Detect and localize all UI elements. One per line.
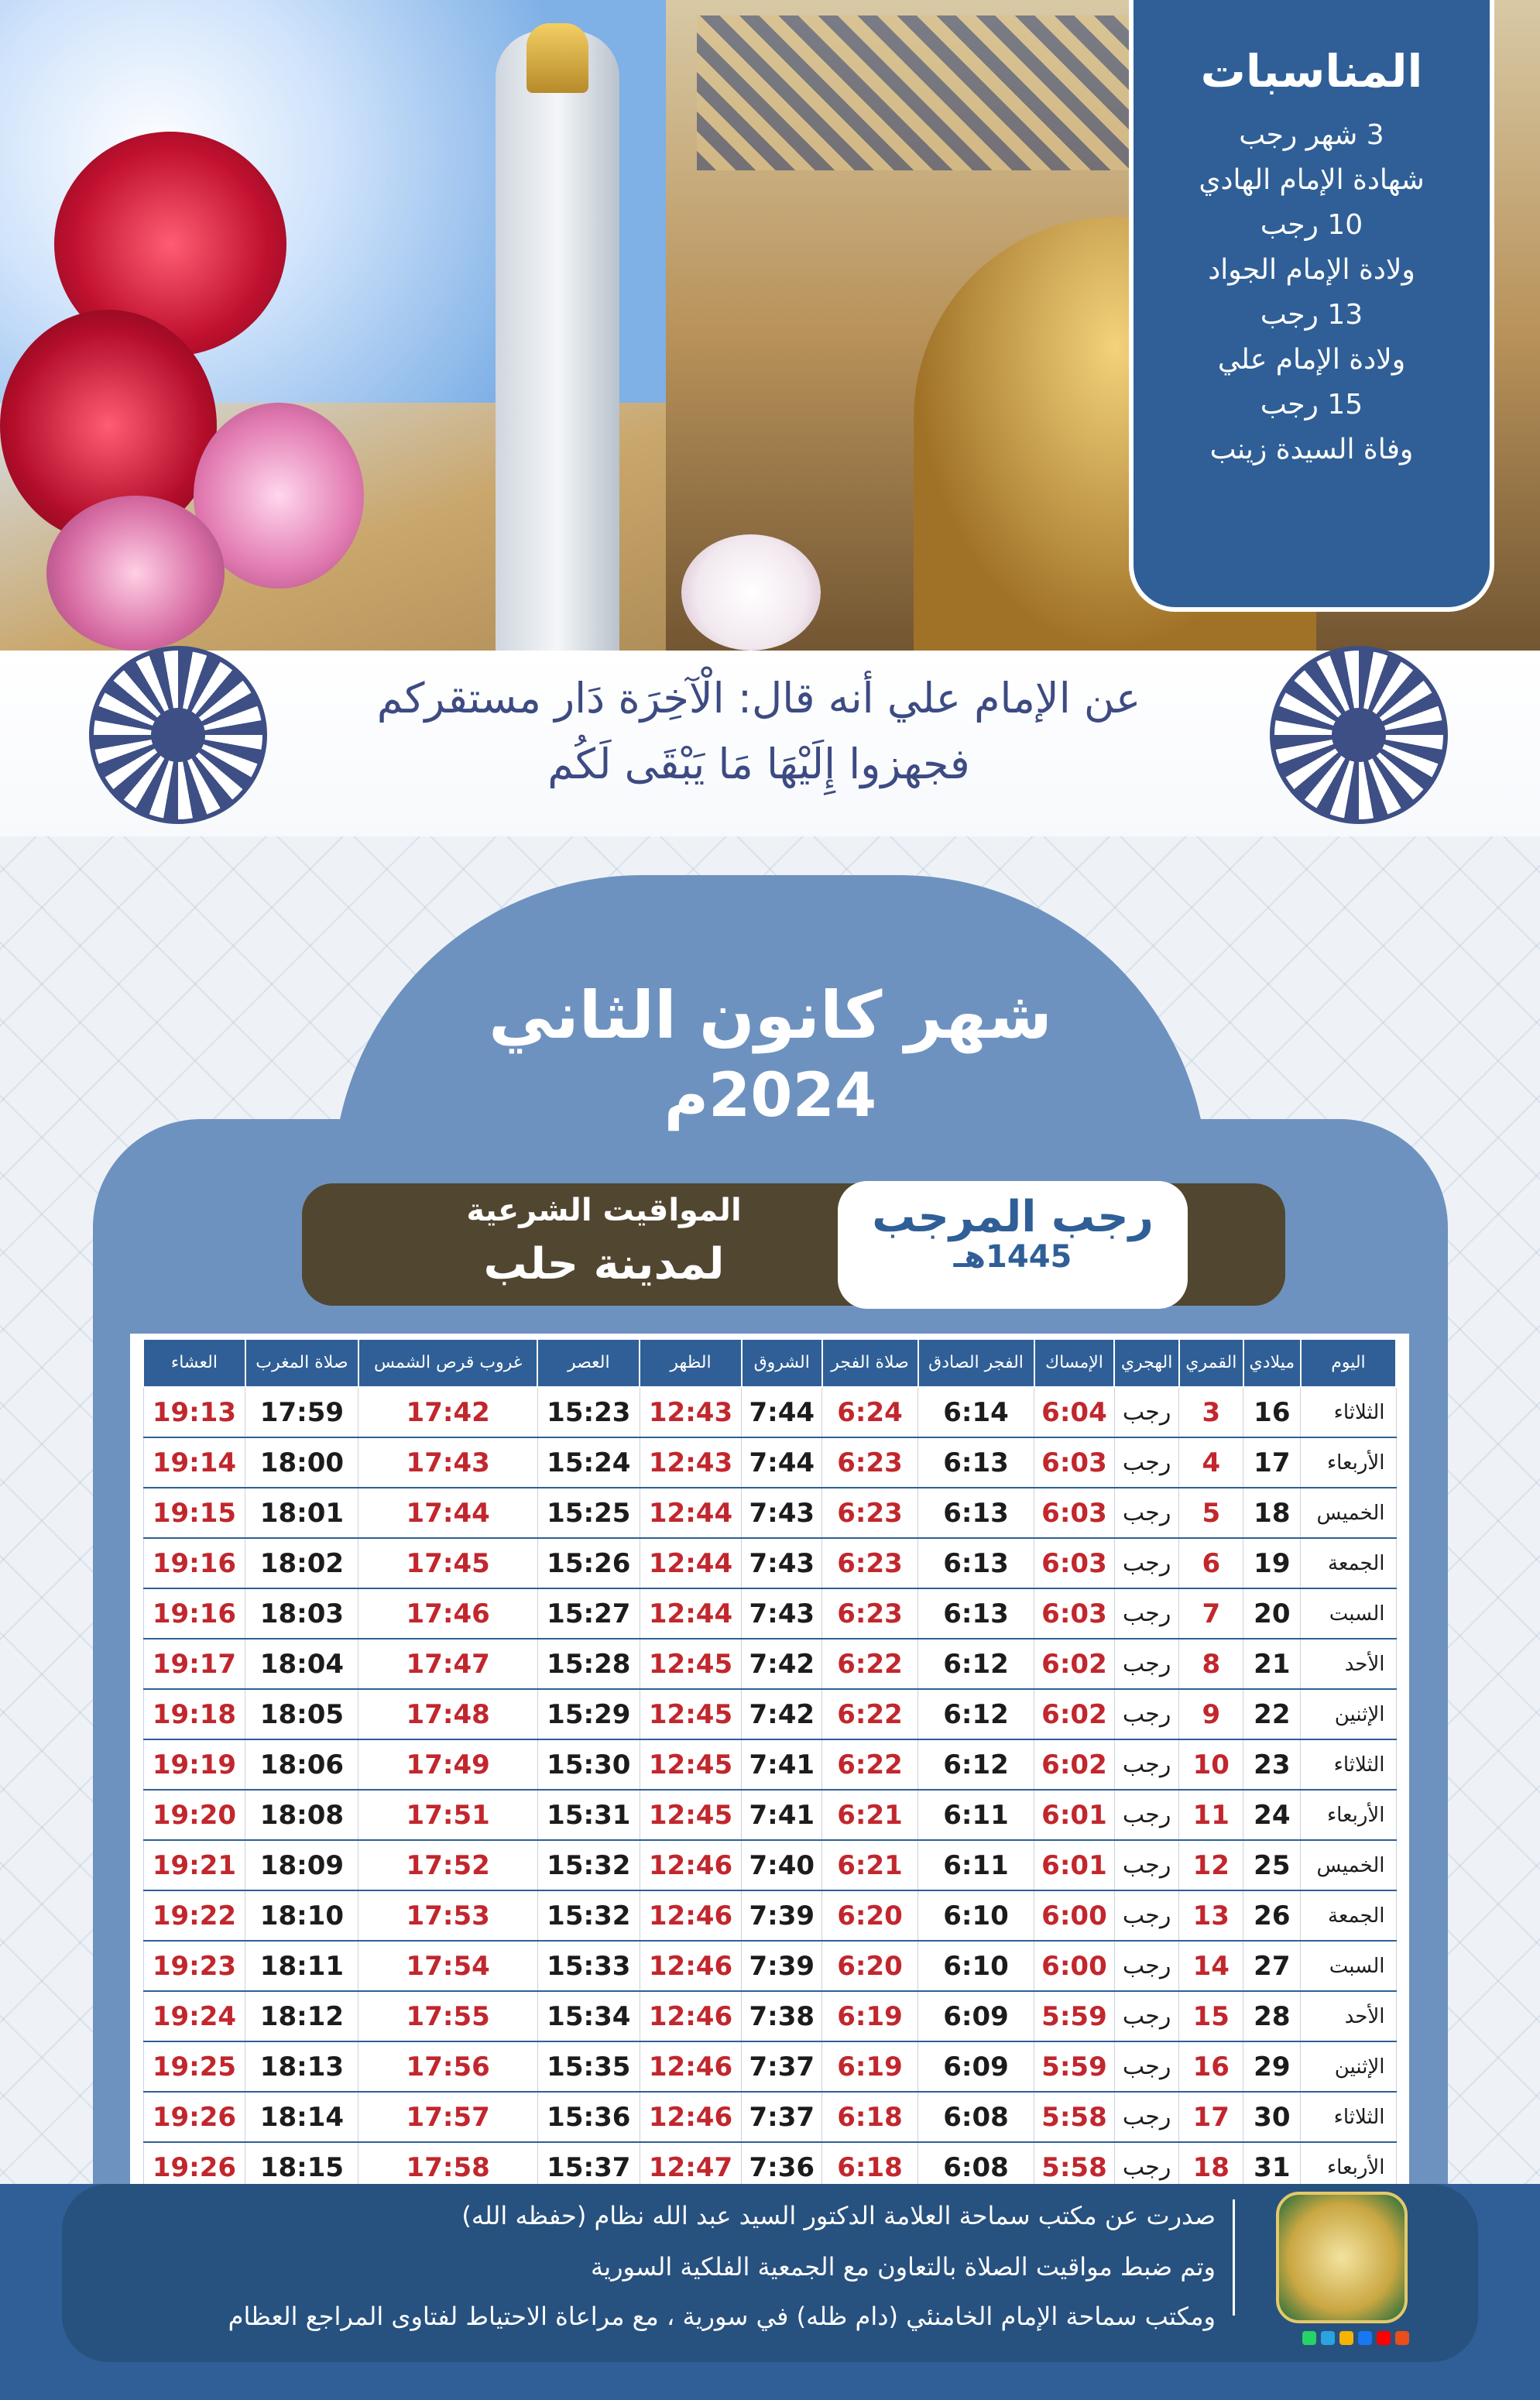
year-title: 2024م [664,1061,877,1131]
table-cell: 7:44 [742,1437,822,1488]
city-name: لمدينة حلب [483,1239,725,1289]
telegram-icon [1321,2331,1335,2345]
table-cell: 7:36 [742,2142,822,2192]
hijri-month: رجب المرجب [872,1192,1154,1242]
table-cell: 29 [1243,2041,1301,2092]
table-cell: 6:18 [822,2092,918,2142]
table-cell: 18:11 [245,1941,358,1991]
table-cell: 12:46 [640,1991,742,2041]
table-cell: 18 [1179,2142,1243,2192]
table-cell: رجب [1114,1639,1179,1689]
table-cell: 16 [1179,2041,1243,2092]
table-cell: 6:09 [918,1991,1034,2041]
table-cell: رجب [1114,1437,1179,1488]
table-row [143,1790,1396,1840]
table-cell: 6:13 [918,1538,1034,1588]
table-cell: 18:04 [245,1639,358,1689]
event-item: وفاة السيدة زينب [1209,434,1414,465]
table-cell: 12:46 [640,2041,742,2092]
table-cell: 16 [1243,1387,1301,1437]
table-row [143,1991,1396,2041]
table-cell: 12:46 [640,1890,742,1941]
table-cell: 6:12 [918,1689,1034,1739]
event-item: شهادة الإمام الهادي [1199,164,1425,196]
table-cell: الأربعاء [1301,2142,1396,2192]
table-cell: رجب [1114,2041,1179,2092]
table-cell: 17:55 [358,1991,537,2041]
table-cell: رجب [1114,1890,1179,1941]
table-cell: 6:04 [1034,1387,1115,1437]
table-cell: الخميس [1301,1840,1396,1890]
table-cell: 18:03 [245,1588,358,1639]
column-header: صلاة المغرب [245,1339,358,1387]
table-row [143,1538,1396,1588]
event-item: 13 رجب [1260,299,1363,331]
table-cell: 7:41 [742,1739,822,1790]
table-cell: 6:02 [1034,1639,1115,1689]
office-logo [1276,2192,1408,2323]
table-row [143,1890,1396,1941]
table-cell: 12:46 [640,1840,742,1890]
table-cell: 19:22 [143,1890,245,1941]
table-row [143,1588,1396,1639]
table-cell: 12:44 [640,1488,742,1538]
table-cell: 7:43 [742,1588,822,1639]
table-cell: 6:14 [918,1387,1034,1437]
table-cell: 17:45 [358,1538,537,1588]
table-cell: 18 [1243,1488,1301,1538]
table-cell: 6:23 [822,1437,918,1488]
table-row [143,1941,1396,1991]
hijri-year: 1445هـ [953,1239,1072,1275]
table-cell: 19:26 [143,2092,245,2142]
table-cell: 7:42 [742,1639,822,1689]
table-cell: 6:22 [822,1639,918,1689]
table-cell: 15:27 [537,1588,640,1639]
column-header: ميلادي [1243,1339,1301,1387]
table-cell: رجب [1114,1387,1179,1437]
table-cell: رجب [1114,1840,1179,1890]
table-cell: 15:32 [537,1840,640,1890]
table-cell: 7:43 [742,1538,822,1588]
table-cell: 22 [1243,1689,1301,1739]
table-cell: 17:52 [358,1840,537,1890]
rosette-ornament-icon [89,646,267,824]
table-cell: 6:21 [822,1790,918,1840]
table-cell: 17:49 [358,1739,537,1790]
table-cell: 6:01 [1034,1840,1115,1890]
table-cell: الإثنين [1301,1689,1396,1739]
table-cell: 7:39 [742,1890,822,1941]
table-cell: 6:03 [1034,1437,1115,1488]
table-cell: 15 [1179,1991,1243,2041]
table-cell: 15:24 [537,1437,640,1488]
table-cell: 18:14 [245,2092,358,2142]
events-title: المناسبات [1200,45,1423,98]
table-cell: 12:45 [640,1739,742,1790]
table-cell: 15:29 [537,1689,640,1739]
table-cell: 19 [1243,1538,1301,1588]
table-body [143,1387,1396,2192]
table-cell: الأربعاء [1301,1437,1396,1488]
table-cell: 6:08 [918,2092,1034,2142]
event-item: ولادة الإمام علي [1217,344,1406,376]
table-cell: 18:01 [245,1488,358,1538]
table-row [143,2092,1396,2142]
minaret-cap [526,23,588,93]
table-cell: 5:58 [1034,2142,1115,2192]
footer-line-2: وتم ضبط مواقيت الصلاة بالتعاون مع الجمعية الفلكية السورية [591,2252,1216,2282]
table-cell: 6:13 [918,1437,1034,1488]
event-item: 15 رجب [1260,389,1363,421]
table-cell: الجمعة [1301,1538,1396,1588]
table-cell: 19:26 [143,2142,245,2192]
table-cell: 12:44 [640,1538,742,1588]
table-cell: 6:08 [918,2142,1034,2192]
quote-line-1: عن الإمام علي أنه قال: الْآخِرَة دَار مستقركم [376,674,1141,723]
table-cell: 19:14 [143,1437,245,1488]
table-cell: 5 [1179,1488,1243,1538]
website-icon [1339,2331,1353,2345]
table-cell: 6:09 [918,2041,1034,2092]
table-cell: 15:26 [537,1538,640,1588]
table-cell: 24 [1243,1790,1301,1840]
table-cell: 12:45 [640,1689,742,1739]
table-cell: رجب [1114,1689,1179,1739]
table-cell: 7:40 [742,1840,822,1890]
table-cell: 7:44 [742,1387,822,1437]
table-cell: 17 [1243,1437,1301,1488]
table-cell: الأحد [1301,1991,1396,2041]
table-cell: 6:03 [1034,1488,1115,1538]
events-list [1134,113,1490,472]
instagram-icon [1395,2331,1409,2345]
table-cell: الأربعاء [1301,1790,1396,1840]
column-header: الشروق [742,1339,822,1387]
table-cell: 17:54 [358,1941,537,1991]
column-header: غروب قرص الشمس [358,1339,537,1387]
table-cell: 6:11 [918,1790,1034,1840]
whatsapp-icon [1302,2331,1316,2345]
table-cell: 4 [1179,1437,1243,1488]
column-header: الهجري [1114,1339,1179,1387]
table-cell: 18:12 [245,1991,358,2041]
table-cell: 17:46 [358,1588,537,1639]
table-cell: السبت [1301,1941,1396,1991]
table-cell: 6:23 [822,1488,918,1538]
table-cell: 13 [1179,1890,1243,1941]
column-header: القمري [1179,1339,1243,1387]
table-cell: 19:24 [143,1991,245,2041]
table-cell: 18:02 [245,1538,358,1588]
table-cell: 6:02 [1034,1689,1115,1739]
table-cell: 3 [1179,1387,1243,1437]
table-cell: رجب [1114,1790,1179,1840]
table-cell: 7:38 [742,1991,822,2041]
table-cell: 17:57 [358,2092,537,2142]
table-cell: 15:28 [537,1639,640,1689]
table-cell: 26 [1243,1890,1301,1941]
column-header: العصر [537,1339,640,1387]
table-cell: 12:45 [640,1639,742,1689]
table-cell: 28 [1243,1991,1301,2041]
table-cell: 12:43 [640,1387,742,1437]
table-cell: 6:01 [1034,1790,1115,1840]
table-cell: 15:37 [537,2142,640,2192]
table-cell: 15:35 [537,2041,640,2092]
column-header: الإمساك [1034,1339,1115,1387]
table-cell: 27 [1243,1941,1301,1991]
pink-flower-image [46,496,225,651]
table-cell: 6:22 [822,1689,918,1739]
table-cell: 17:58 [358,2142,537,2192]
footer-line-3: ومكتب سماحة الإمام الخامنئي (دام ظله) في سورية ، مع مراعاة الاحتياط لفتاوى المراجع العظام [228,2302,1216,2331]
tile-pattern [697,15,1161,170]
table-cell: 12:43 [640,1437,742,1488]
table-cell: 19:23 [143,1941,245,1991]
table-cell: 17:47 [358,1639,537,1689]
table-cell: 12:47 [640,2142,742,2192]
table-cell: رجب [1114,2092,1179,2142]
table-cell: 6:13 [918,1488,1034,1538]
table-cell: 17 [1179,2092,1243,2142]
table-cell: 19:20 [143,1790,245,1840]
table-cell: 15:30 [537,1739,640,1790]
table-row [143,1689,1396,1739]
column-header: اليوم [1301,1339,1396,1387]
youtube-icon [1377,2331,1391,2345]
table-cell: 10 [1179,1739,1243,1790]
table-cell: 6:19 [822,1991,918,2041]
table-cell: 23 [1243,1739,1301,1790]
table-cell: 6:00 [1034,1890,1115,1941]
table-cell: 9 [1179,1689,1243,1739]
table-cell: 7:43 [742,1488,822,1538]
table-cell: 31 [1243,2142,1301,2192]
table-cell: 5:59 [1034,2041,1115,2092]
table-cell: 12:44 [640,1588,742,1639]
month-title: شهر كانون الثاني [489,977,1052,1053]
footer-divider [1233,2199,1235,2316]
table-cell: 18:06 [245,1739,358,1790]
minaret-image [496,31,619,651]
table-cell: 18:13 [245,2041,358,2092]
footer-line-1: صدرت عن مكتب سماحة العلامة الدكتور السيد عبد الله نظام (حفظه الله) [461,2201,1216,2230]
event-item: 3 شهر رجب [1239,119,1384,151]
table-cell: 6:21 [822,1840,918,1890]
table-cell: 17:44 [358,1488,537,1538]
table-cell: 6 [1179,1538,1243,1588]
table-cell: 17:56 [358,2041,537,2092]
table-cell: 15:34 [537,1991,640,2041]
table-cell: 15:25 [537,1488,640,1538]
table-cell: 6:19 [822,2041,918,2092]
table-cell: 12 [1179,1840,1243,1890]
table-cell: 17:53 [358,1890,537,1941]
table-cell: 7:37 [742,2041,822,2092]
table-cell: الجمعة [1301,1890,1396,1941]
event-item: 10 رجب [1260,209,1363,241]
table-cell: رجب [1114,1941,1179,1991]
table-cell: الثلاثاء [1301,1739,1396,1790]
table-cell: 19:13 [143,1387,245,1437]
table-cell: 19:17 [143,1639,245,1689]
table-cell: 15:36 [537,2092,640,2142]
table-cell: 7:39 [742,1941,822,1991]
table-cell: 18:15 [245,2142,358,2192]
table-cell: 30 [1243,2092,1301,2142]
table-cell: 6:20 [822,1941,918,1991]
table-cell: 19:25 [143,2041,245,2092]
table-row [143,1639,1396,1689]
prayer-times-table-wrapper [130,1334,1409,2184]
table-cell: رجب [1114,1739,1179,1790]
hijri-month-box [838,1181,1188,1309]
table-cell: 12:45 [640,1790,742,1840]
table-cell: الإثنين [1301,2041,1396,2092]
table-cell: 15:31 [537,1790,640,1840]
table-cell: رجب [1114,1588,1179,1639]
times-title: المواقيت الشرعية [466,1193,742,1228]
column-header: الفجر الصادق [918,1339,1034,1387]
table-cell: 6:23 [822,1538,918,1588]
table-cell: 6:11 [918,1840,1034,1890]
quote-line-2: فجهزوا إِلَيْهَا مَا يَبْقَى لَكُم [547,740,970,788]
table-cell: 19:15 [143,1488,245,1538]
table-row [143,1840,1396,1890]
table-cell: رجب [1114,1991,1179,2041]
table-cell: 19:16 [143,1588,245,1639]
column-header: العشاء [143,1339,245,1387]
table-cell: 20 [1243,1588,1301,1639]
table-cell: 19:18 [143,1689,245,1739]
table-cell: رجب [1114,1538,1179,1588]
table-cell: 6:12 [918,1739,1034,1790]
table-cell: 25 [1243,1840,1301,1890]
table-cell: 15:23 [537,1387,640,1437]
prayer-times-table [142,1338,1397,2193]
table-row [143,1437,1396,1488]
table-cell: 7 [1179,1588,1243,1639]
table-cell: 6:00 [1034,1941,1115,1991]
table-cell: 21 [1243,1639,1301,1689]
quote-banner [0,651,1540,836]
table-cell: 6:10 [918,1890,1034,1941]
table-cell: 8 [1179,1639,1243,1689]
table-cell: رجب [1114,1488,1179,1538]
table-cell: 15:33 [537,1941,640,1991]
table-cell: 17:51 [358,1790,537,1840]
table-cell: 18:00 [245,1437,358,1488]
events-panel [1129,0,1494,612]
table-cell: 6:03 [1034,1538,1115,1588]
table-cell: 5:59 [1034,1991,1115,2041]
social-icons [1285,2331,1409,2351]
table-cell: 18:10 [245,1890,358,1941]
table-cell: رجب [1114,2142,1179,2192]
rosette-ornament-icon [1270,646,1448,824]
table-cell: الأحد [1301,1639,1396,1689]
table-cell: 14 [1179,1941,1243,1991]
table-cell: 17:59 [245,1387,358,1437]
table-row [143,1739,1396,1790]
table-cell: 15:32 [537,1890,640,1941]
table-cell: 19:19 [143,1739,245,1790]
table-row [143,1488,1396,1538]
table-cell: 6:20 [822,1890,918,1941]
table-row [143,1387,1396,1437]
table-cell: 19:16 [143,1538,245,1588]
table-row [143,2041,1396,2092]
table-cell: 7:42 [742,1689,822,1739]
table-cell: الثلاثاء [1301,1387,1396,1437]
table-cell: 18:05 [245,1689,358,1739]
table-cell: 7:41 [742,1790,822,1840]
table-cell: 6:18 [822,2142,918,2192]
table-header-row [143,1339,1396,1387]
table-cell: 17:48 [358,1689,537,1739]
table-cell: 12:46 [640,2092,742,2142]
table-cell: 19:21 [143,1840,245,1890]
table-cell: 6:24 [822,1387,918,1437]
table-cell: 6:22 [822,1739,918,1790]
table-cell: 6:23 [822,1588,918,1639]
column-header: الظهر [640,1339,742,1387]
table-cell: 17:43 [358,1437,537,1488]
table-cell: 7:37 [742,2092,822,2142]
table-cell: 6:12 [918,1639,1034,1689]
table-cell: السبت [1301,1588,1396,1639]
table-cell: 17:42 [358,1387,537,1437]
table-cell: 6:13 [918,1588,1034,1639]
table-cell: الثلاثاء [1301,2092,1396,2142]
white-flower-image [681,534,821,651]
table-cell: 5:58 [1034,2092,1115,2142]
column-header: صلاة الفجر [822,1339,918,1387]
table-cell: 6:10 [918,1941,1034,1991]
table-cell: 12:46 [640,1941,742,1991]
table-cell: 6:03 [1034,1588,1115,1639]
table-cell: 18:08 [245,1790,358,1840]
table-cell: 11 [1179,1790,1243,1840]
table-cell: 18:09 [245,1840,358,1890]
facebook-icon [1358,2331,1372,2345]
event-item: ولادة الإمام الجواد [1208,254,1415,286]
table-cell: الخميس [1301,1488,1396,1538]
table-cell: 6:02 [1034,1739,1115,1790]
